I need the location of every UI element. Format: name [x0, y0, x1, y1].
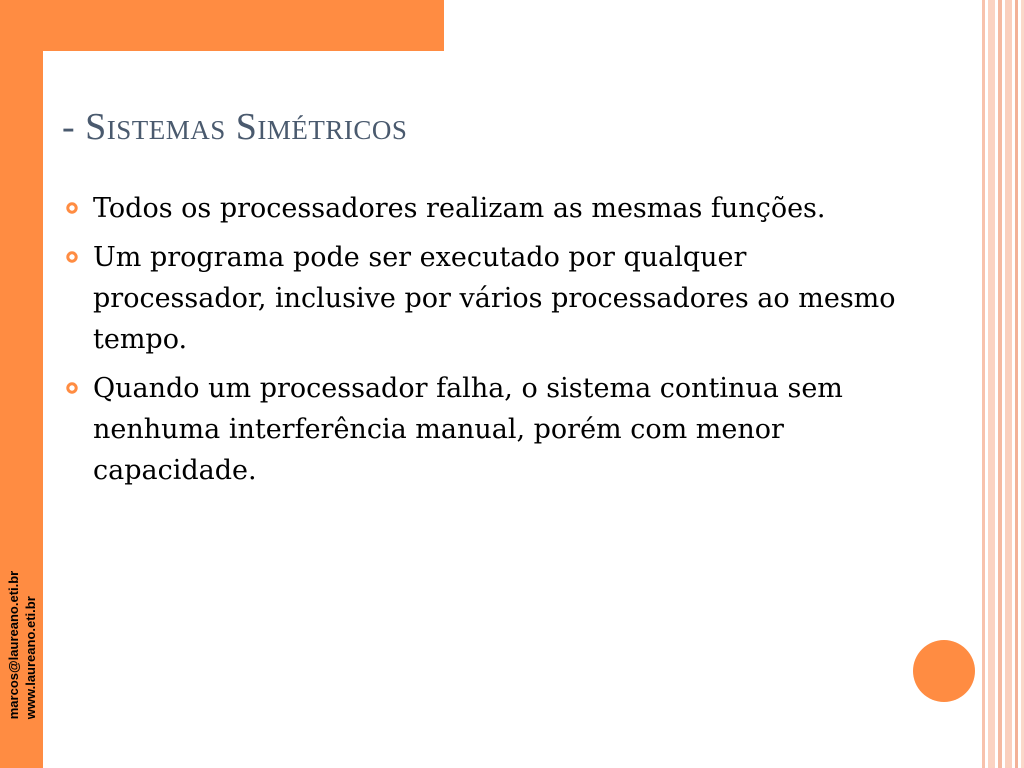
- sidebar-contact: [0, 530, 43, 760]
- bullet-item: [66, 368, 896, 491]
- sidebar-email: marcos@laureano.eti.br: [5, 570, 21, 720]
- stripe: [988, 0, 995, 768]
- stripe: [982, 0, 985, 768]
- right-decorative-stripes: [978, 0, 1024, 768]
- stripe: [998, 0, 1002, 768]
- bullet-item: [66, 188, 896, 229]
- stripe: [1005, 0, 1012, 768]
- circle-bullet-icon: [66, 202, 78, 214]
- circle-bullet-icon: [66, 382, 78, 394]
- sidebar-website: www.laureano.eti.br: [22, 596, 38, 720]
- bullet-text: Todos os processadores realizam as mesmas funções.: [93, 193, 826, 224]
- bullet-text: Um programa pode ser executado por qualquer processador, inclusive por vários processadores ao mesmo tempo.: [93, 242, 896, 355]
- top-accent-bar: [43, 0, 444, 51]
- stripe: [1015, 0, 1018, 768]
- bullet-text: Quando um processador falha, o sistema continua sem nenhuma interferência manual, porém com menor capacidade.: [93, 373, 843, 486]
- bullet-item: [66, 237, 896, 360]
- bullet-list: [66, 188, 896, 499]
- slide-title: - Sistemas Simétricos: [62, 106, 408, 148]
- circle-bullet-icon: [66, 251, 78, 263]
- decorative-circle: [913, 640, 975, 702]
